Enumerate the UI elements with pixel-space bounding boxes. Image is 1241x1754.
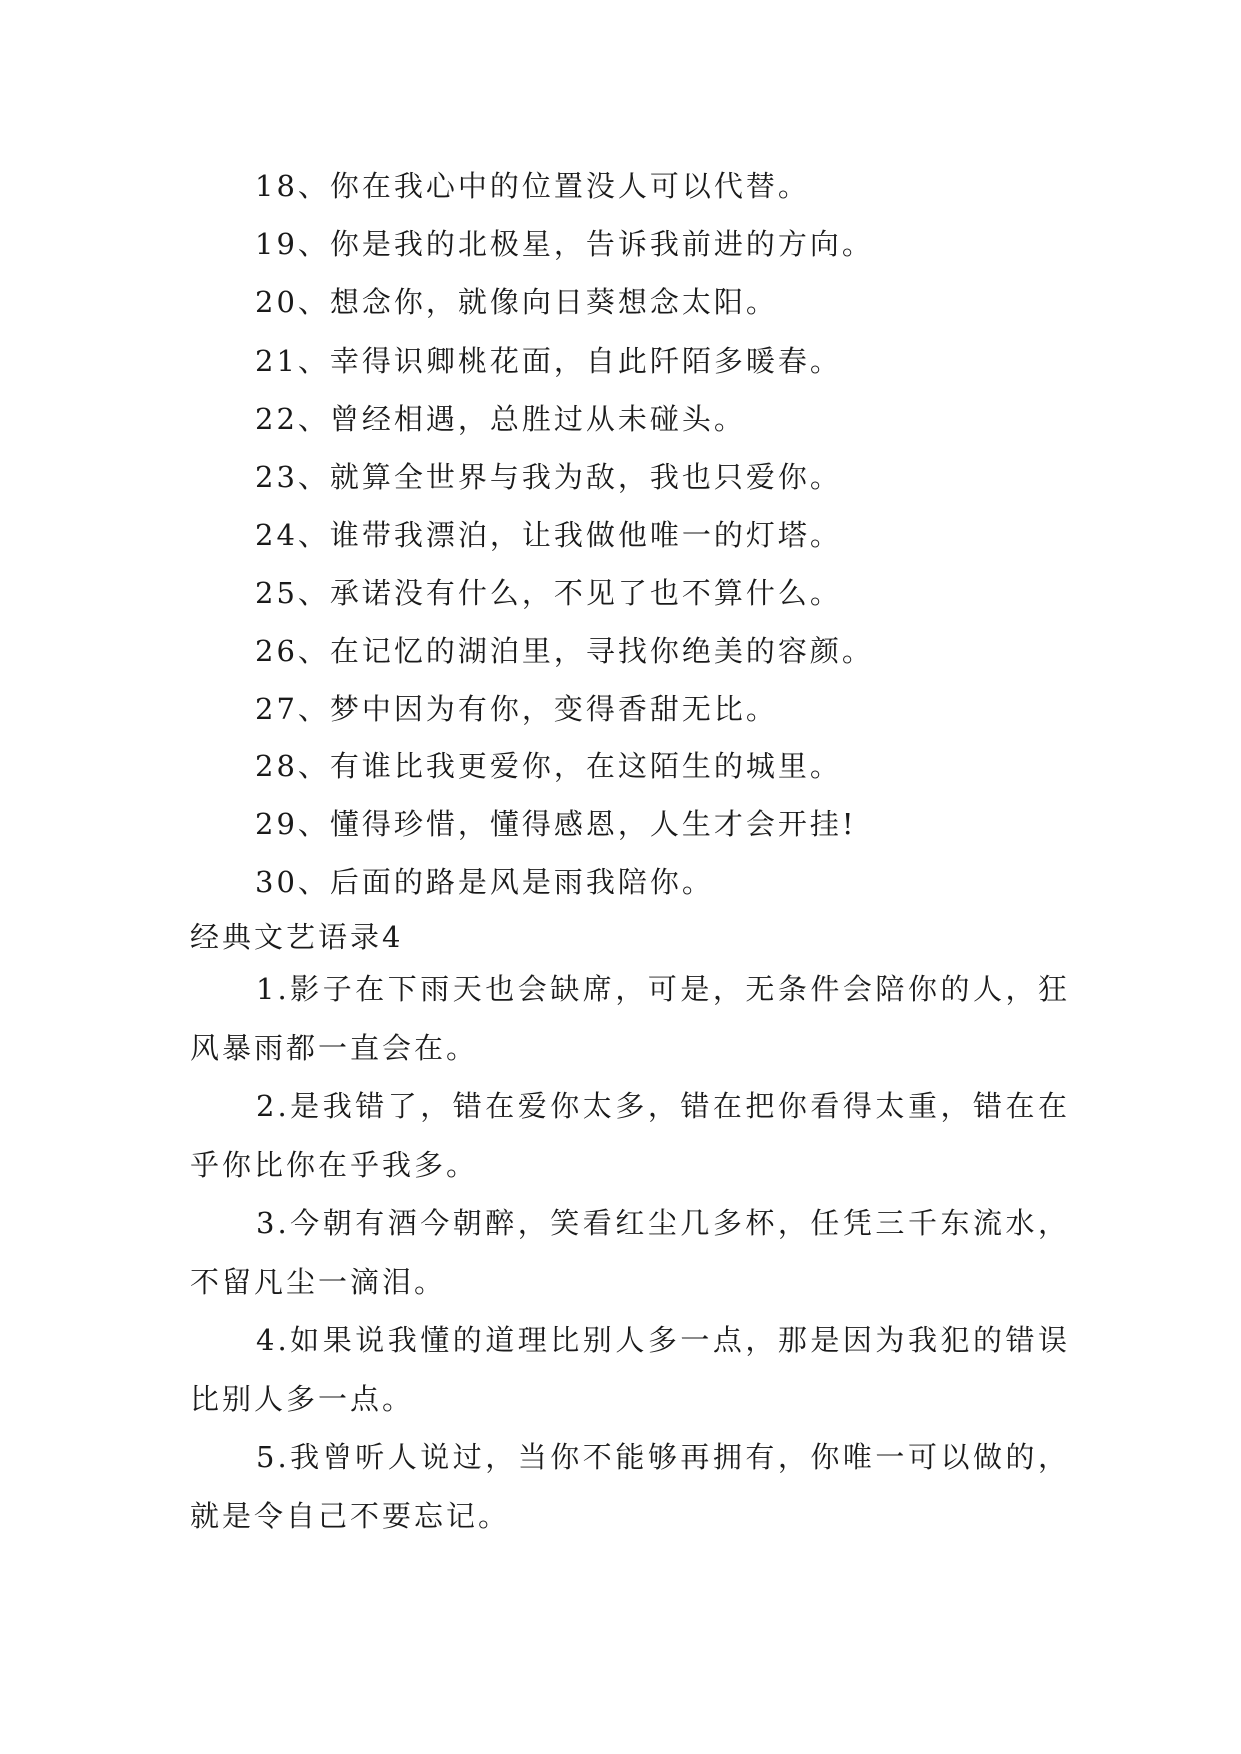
list-item: 30、后面的路是风是雨我陪你。 bbox=[255, 865, 714, 899]
list-item: 24、谁带我漂泊，让我做他唯一的灯塔。 bbox=[255, 518, 842, 552]
section-heading: 经典文艺语录4 bbox=[190, 920, 404, 954]
paragraph: 5.我曾听人说过，当你不能够再拥有，你唯一可以做的，就是令自己不要忘记。 bbox=[190, 1440, 1070, 1533]
list-item: 27、梦中因为有你，变得香甜无比。 bbox=[255, 692, 778, 726]
list-item: 28、有谁比我更爱你，在这陌生的城里。 bbox=[255, 749, 842, 783]
list-item: 18、你在我心中的位置没人可以代替。 bbox=[255, 169, 810, 203]
list-item: 20、想念你，就像向日葵想念太阳。 bbox=[255, 285, 778, 319]
paragraph: 1.影子在下雨天也会缺席，可是，无条件会陪你的人，狂风暴雨都一直会在。 bbox=[190, 972, 1070, 1065]
list-item: 26、在记忆的湖泊里，寻找你绝美的容颜。 bbox=[255, 634, 874, 668]
list-item: 29、懂得珍惜，懂得感恩，人生才会开挂! bbox=[255, 807, 857, 841]
list-item: 21、幸得识卿桃花面，自此阡陌多暖春。 bbox=[255, 344, 842, 378]
list-item: 22、曾经相遇，总胜过从未碰头。 bbox=[255, 402, 746, 436]
list-item: 19、你是我的北极星，告诉我前进的方向。 bbox=[255, 227, 874, 261]
paragraph: 3.今朝有酒今朝醉，笑看红尘几多杯，任凭三千东流水，不留凡尘一滴泪。 bbox=[190, 1206, 1070, 1299]
paragraph: 4.如果说我懂的道理比别人多一点，那是因为我犯的错误比别人多一点。 bbox=[190, 1323, 1070, 1416]
list-item: 23、就算全世界与我为敌，我也只爱你。 bbox=[255, 460, 842, 494]
paragraph: 2.是我错了，错在爱你太多，错在把你看得太重，错在在乎你比你在乎我多。 bbox=[190, 1089, 1070, 1182]
list-item: 25、承诺没有什么，不见了也不算什么。 bbox=[255, 576, 842, 610]
